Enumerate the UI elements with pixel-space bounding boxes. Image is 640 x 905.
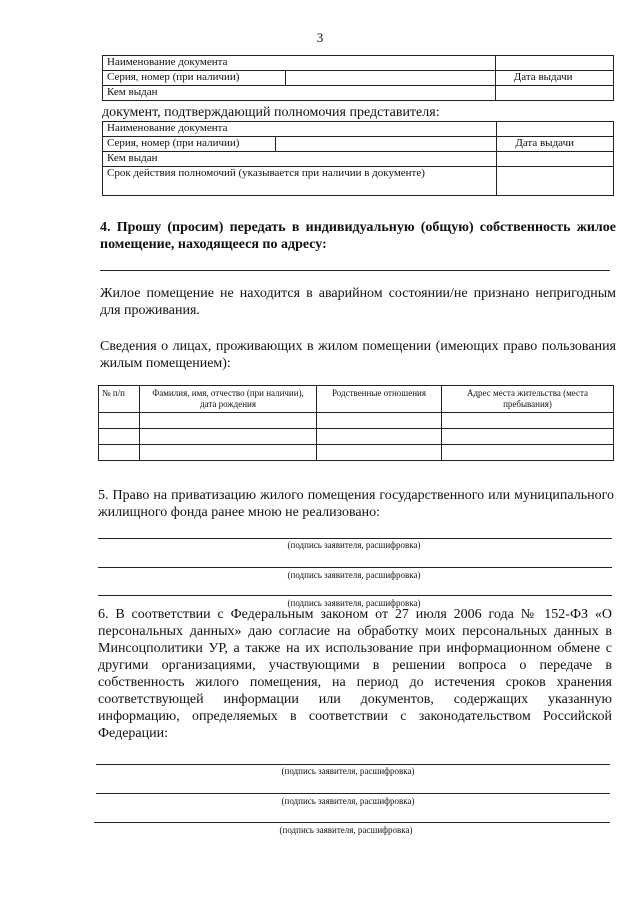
col-relation-header: Родственные отношения [317,386,442,413]
col-name-header: Фамилия, имя, отчество (при наличии), дата рождения [140,386,317,413]
section-4-title: 4. Прошу (просим) передать в индивидуальную (общую) собственность жилое помещение, находящееся по адресу: [100,220,616,252]
rep-document-name-label: Наименование документа [103,122,497,137]
residents-table [98,385,614,461]
rep-series-number-field[interactable] [276,137,497,152]
document-name-field[interactable] [495,56,613,71]
rep-issue-date-cell[interactable] [497,137,614,152]
rep-issued-by-label: Кем выдан [103,152,497,167]
issue-date-label: Дата выдачи [513,71,573,83]
table-cell[interactable] [99,429,140,445]
table-cell[interactable] [140,413,317,429]
issued-by-field[interactable] [495,86,613,101]
rep-issue-date-label: Дата выдачи [515,137,575,149]
issue-date-cell[interactable] [495,71,613,86]
residents-intro: Сведения о лицах, проживающих в жилом помещении (имеющих право пользования жилым помещением): [100,339,616,371]
signature-caption-5: (подпись заявителя, расшифровка) [281,796,415,806]
col-address-header: Адрес места жительства (места пребывания) [442,386,614,413]
table-cell[interactable] [442,429,614,445]
page-number: 3 [316,30,324,45]
address-line[interactable] [100,270,610,271]
table-cell[interactable] [442,413,614,429]
signature-line-5[interactable] [96,793,610,794]
signature-caption-3: (подпись заявителя, расшифровка) [287,598,421,608]
signature-line-1[interactable] [98,538,612,539]
signature-caption-1: (подпись заявителя, расшифровка) [287,540,421,550]
section-5-text: 5. Право на приватизацию жилого помещения государственного или муниципального жилищного фонда ранее мною не реализовано: [98,488,614,520]
document-name-label: Наименование документа [103,56,496,71]
table-cell[interactable] [442,445,614,461]
table-row [99,413,614,429]
condition-text: Жилое помещение не находится в аварийном состоянии/не признано непригодным для проживания. [100,286,616,318]
table-row [99,445,614,461]
signature-caption-4: (подпись заявителя, расшифровка) [281,766,415,776]
rep-document-name-field[interactable] [497,122,614,137]
table-cell[interactable] [317,413,442,429]
series-number-field[interactable] [286,71,496,86]
representative-heading: документ, подтверждающий полномочия представителя: [102,105,440,120]
rep-series-number-label: Серия, номер (при наличии) [103,137,276,152]
rep-issued-by-field[interactable] [497,152,614,167]
table-cell[interactable] [317,445,442,461]
document-table-1 [102,55,614,101]
table-cell[interactable] [140,445,317,461]
authority-term-label: Срок действия полномочий (указывается при наличии в документе) [103,167,497,196]
table-cell[interactable] [317,429,442,445]
issued-by-label: Кем выдан [103,86,496,101]
table-cell[interactable] [99,413,140,429]
col-number-header: № п/п [99,386,140,413]
series-number-label: Серия, номер (при наличии) [103,71,286,86]
table-row [99,429,614,445]
table-cell[interactable] [140,429,317,445]
signature-line-2[interactable] [98,567,612,568]
signature-caption-6: (подпись заявителя, расшифровка) [279,825,413,835]
signature-line-6[interactable] [94,822,610,823]
document-table-2 [102,121,614,196]
signature-line-4[interactable] [96,764,610,765]
signature-line-3[interactable] [98,595,612,596]
table-cell[interactable] [99,445,140,461]
authority-term-field[interactable] [497,167,614,196]
section-6-text: 6. В соответствии с Федеральным законом от 27 июля 2006 года № 152-ФЗ «О персональных данных» даю согласие на обработку моих персональных данных в Минсоцполитики УР, а также на их использование при информационном обмене с другими организациями, участвующими в решении вопроса о передаче в собственность жилого помещения, на период до истечения сроков хранения соответствующей информации или документов, содержащих указанную информацию, определяемых в соответствии с законодательством Российской Федерации: [98,607,612,741]
signature-caption-2: (подпись заявителя, расшифровка) [287,570,421,580]
